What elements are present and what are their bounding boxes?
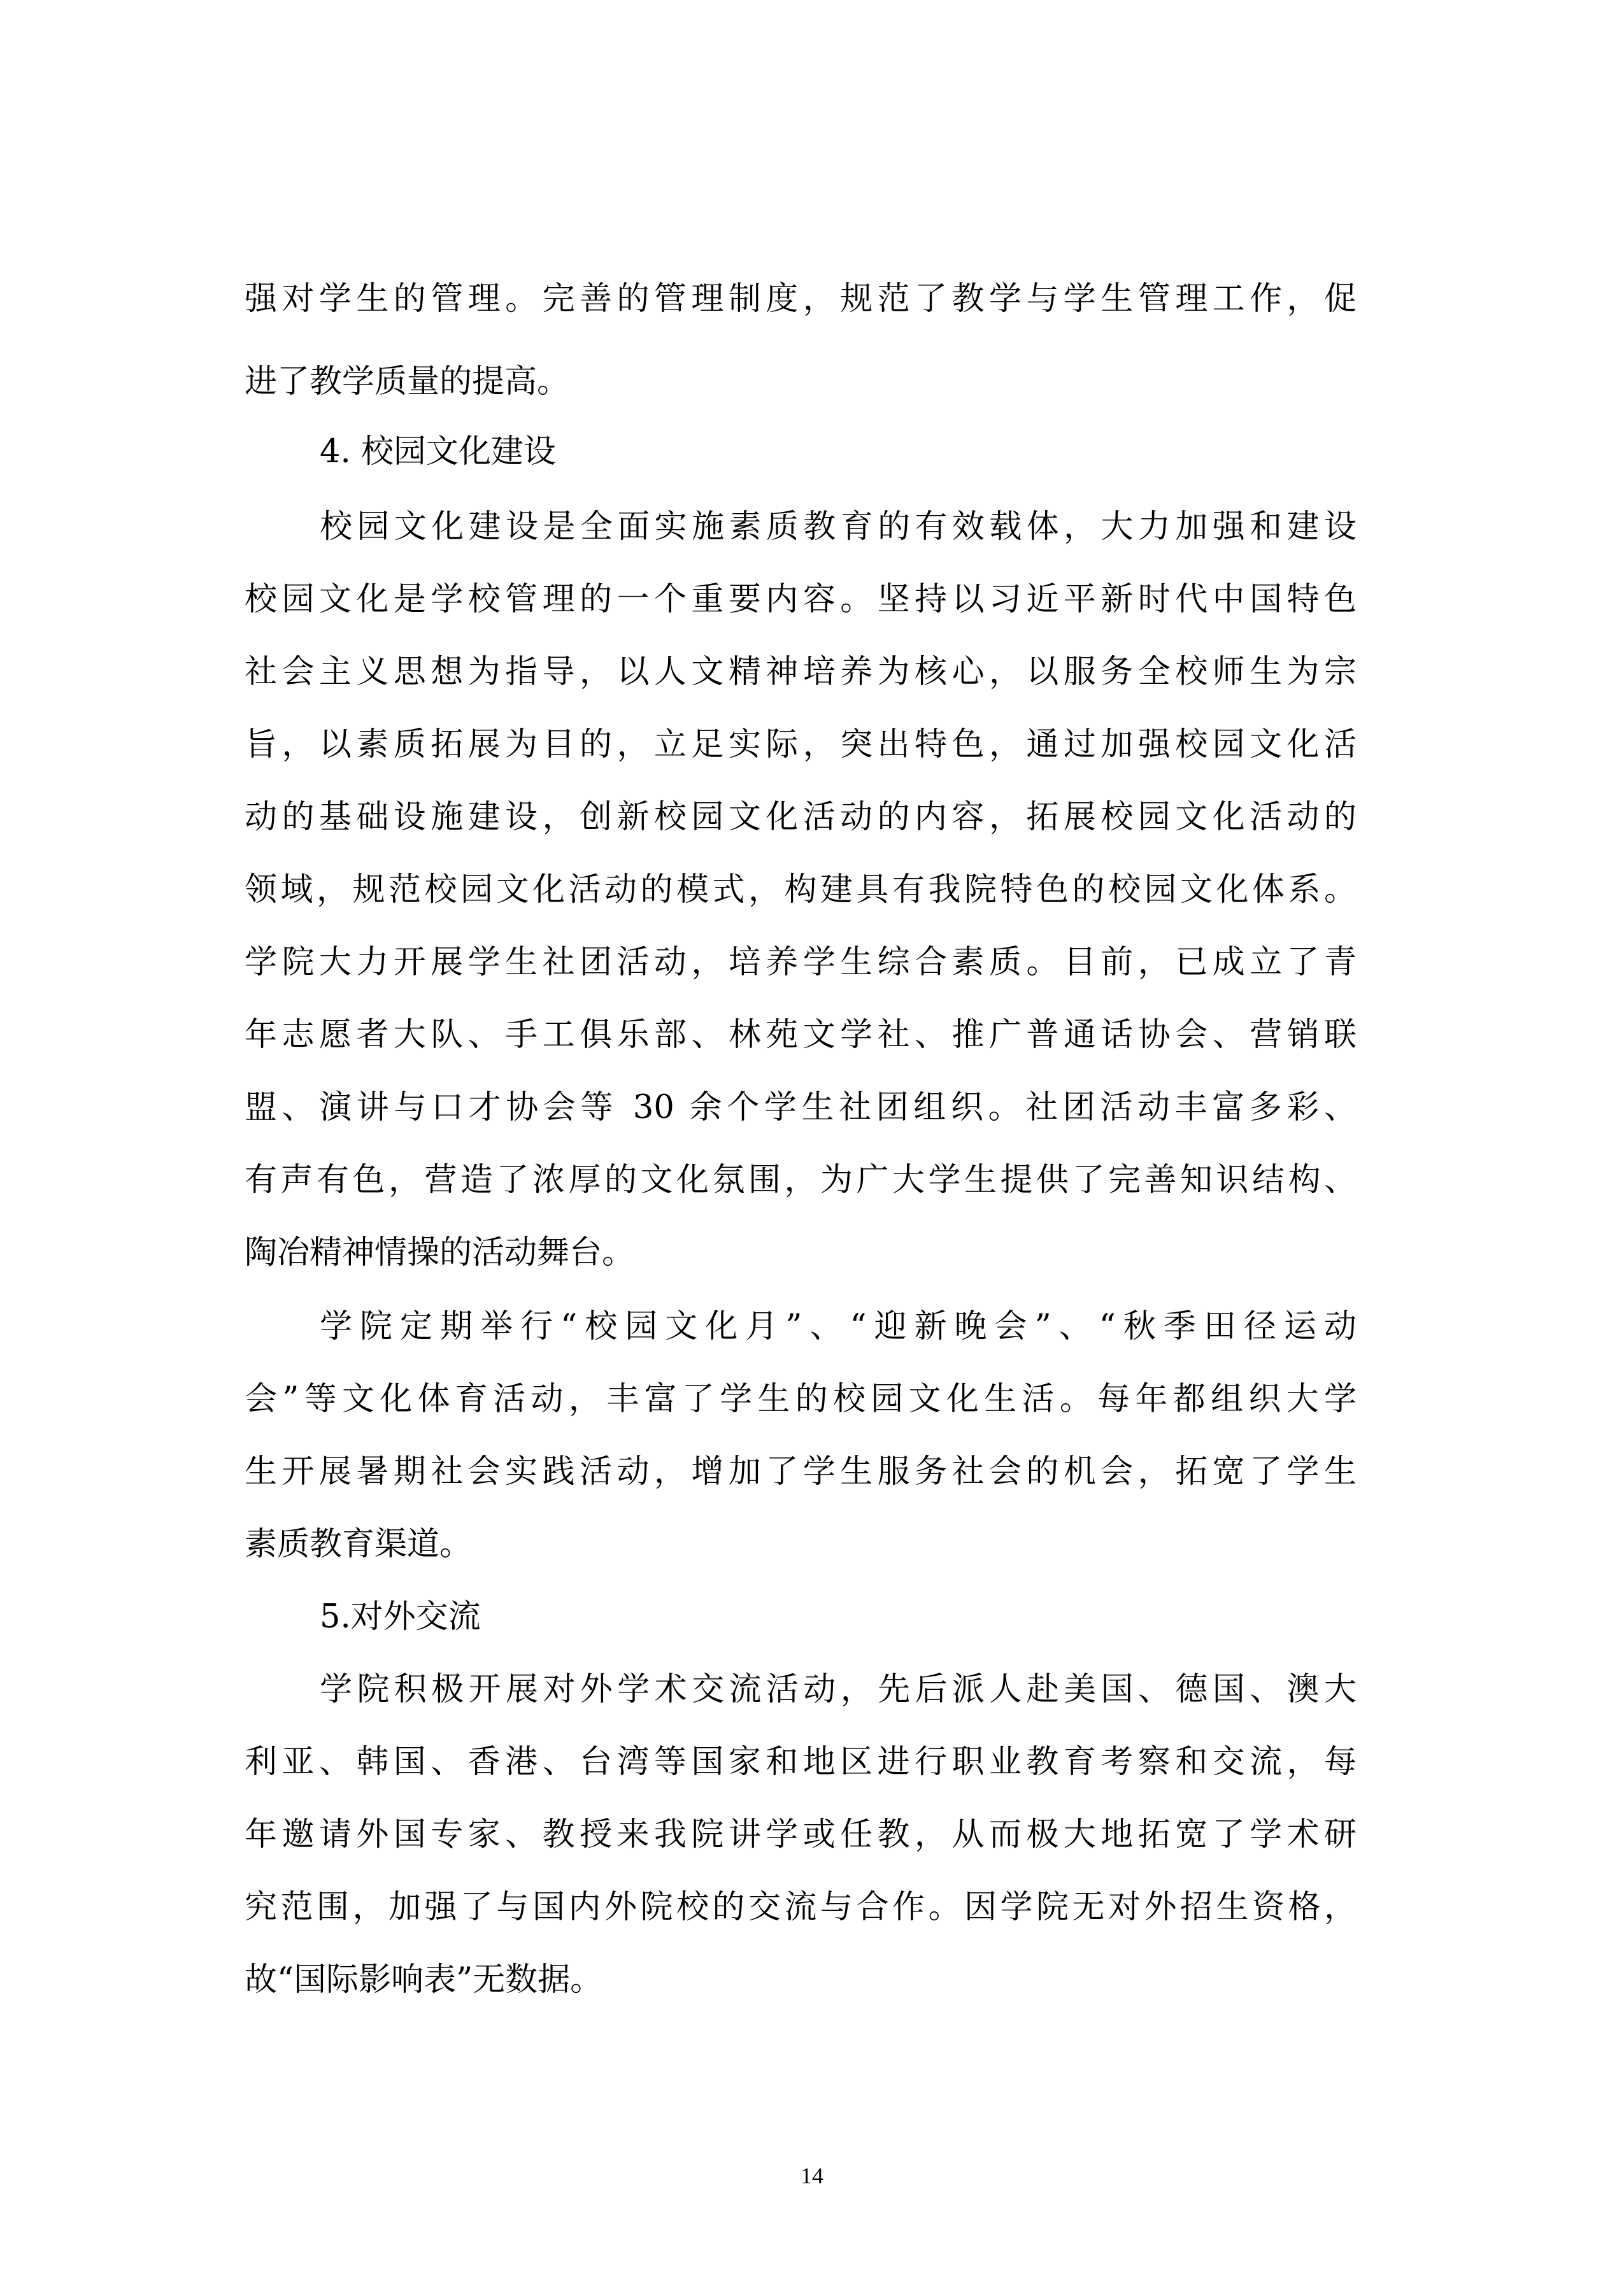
paragraph-line: 校园文化是学校管理的一个重要内容。坚持以习近平新时代中国特色 bbox=[245, 581, 1357, 618]
paragraph-line: 生开展暑期社会实践活动，增加了学生服务社会的机会，拓宽了学生 bbox=[245, 1453, 1357, 1491]
paragraph-line: 究范围，加强了与国内外院校的交流与合作。因学院无对外招生资格， bbox=[245, 1889, 1357, 1926]
paragraph-line: 陶冶精神情操的活动舞台。 bbox=[245, 1234, 635, 1272]
paragraph-line: 年志愿者大队、手工俱乐部、林苑文学社、推广普通话协会、营销联 bbox=[245, 1016, 1357, 1054]
paragraph-line: 有声有色，营造了浓厚的文化氛围，为广大学生提供了完善知识结构、 bbox=[245, 1161, 1357, 1199]
paragraph-line: 学院积极开展对外学术交流活动，先后派人赴美国、德国、澳大 bbox=[320, 1671, 1357, 1708]
paragraph-line: 旨，以素质拓展为目的，立足实际，突出特色，通过加强校园文化活 bbox=[245, 726, 1357, 763]
paragraph-line: 学院定期举行“校园文化月”、“迎新晚会”、“秋季田径运动 bbox=[320, 1308, 1357, 1345]
paragraph-line: 动的基础设施建设，创新校园文化活动的内容，拓展校园文化活动的 bbox=[245, 798, 1357, 836]
paragraph-line: 盟、演讲与口才协会等 30 余个学生社团组织。社团活动丰富多彩、 bbox=[245, 1089, 1357, 1126]
paragraph-line: 领域，规范校园文化活动的模式，构建具有我院特色的校园文化体系。 bbox=[245, 871, 1357, 909]
paragraph-line: 利亚、韩国、香港、台湾等国家和地区进行职业教育考察和交流，每 bbox=[245, 1743, 1357, 1781]
paragraph-line: 进了教学质量的提高。 bbox=[245, 363, 570, 400]
paragraph-line: 校园文化建设是全面实施素质教育的有效载体，大力加强和建设 bbox=[320, 508, 1357, 546]
paragraph-line: 年邀请外国专家、教授来我院讲学或任教，从而极大地拓宽了学术研 bbox=[245, 1816, 1357, 1853]
paragraph-line: 会”等文化体育活动，丰富了学生的校园文化生活。每年都组织大学 bbox=[245, 1380, 1357, 1418]
paragraph-line: 学院大力开展学生社团活动，培养学生综合素质。目前，已成立了青 bbox=[245, 944, 1357, 981]
paragraph-line: 强对学生的管理。完善的管理制度，规范了教学与学生管理工作，促 bbox=[245, 280, 1357, 318]
paragraph-line: 社会主义思想为指导，以人文精神培养为核心，以服务全校师生为宗 bbox=[245, 653, 1357, 691]
paragraph-line: 故“国际影响表”无数据。 bbox=[245, 1961, 603, 1999]
section-heading: 4. 校园文化建设 bbox=[320, 433, 556, 471]
paragraph-line: 素质教育渠道。 bbox=[245, 1526, 473, 1563]
page-number: 14 bbox=[801, 2163, 823, 2188]
section-heading: 5.对外交流 bbox=[320, 1598, 481, 1636]
